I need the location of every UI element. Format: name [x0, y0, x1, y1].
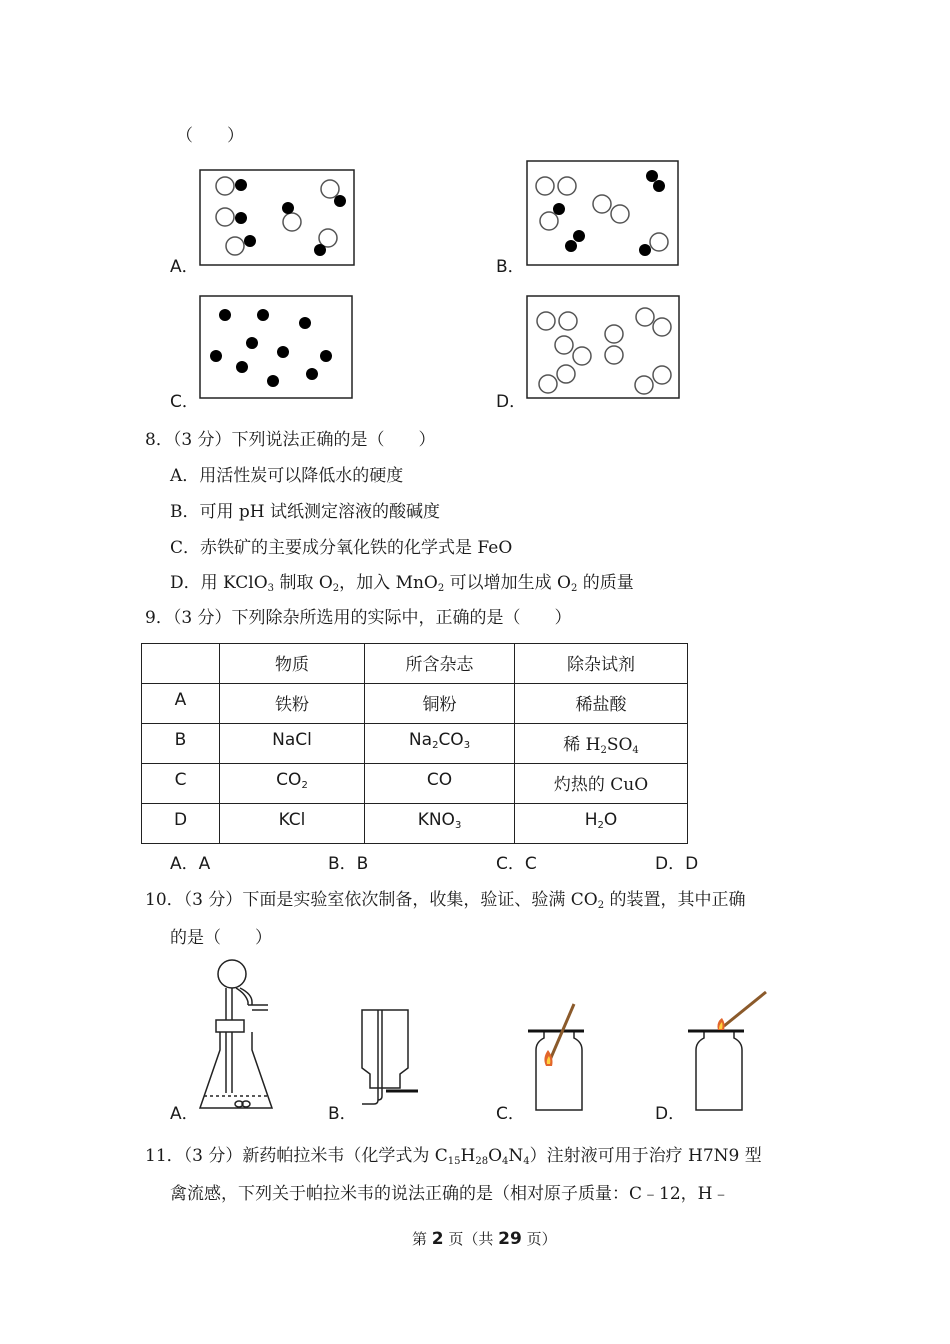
table-header-cell: 除杂试剂 [515, 644, 688, 684]
formula-sub: 3 [463, 740, 471, 751]
table-cell [365, 724, 515, 764]
formula-sub: 3 [454, 820, 462, 831]
q8-d-sub-2: 2 [332, 583, 340, 594]
q7-option-a-diagram [199, 169, 359, 269]
formula-sub: 2 [597, 820, 604, 831]
table-cell [220, 764, 365, 804]
footer-text: 页） [521, 1230, 557, 1248]
q10-stem-text: 10．（3 分）下面是实验室依次制备，收集，验证、验满 CO [145, 890, 598, 910]
q10-option-b-label[interactable]: B． [328, 1104, 357, 1124]
formula-part: 稀 H [563, 735, 601, 755]
footer-text: 第 [412, 1230, 432, 1248]
q10-option-b-apparatus-icon [356, 1008, 426, 1118]
table-row [142, 764, 688, 804]
q10-option-c-apparatus-icon [524, 1000, 604, 1115]
q11-sub: 4 [502, 1156, 509, 1167]
q8-d-text-4: 可以增加生成 O [444, 573, 571, 593]
q11-stem-text: O [488, 1146, 502, 1166]
table-header-cell: 所含杂志 [365, 644, 515, 684]
q7-answer-paren: （ ） [176, 126, 244, 146]
table-row [142, 804, 688, 844]
q11-sub: 28 [475, 1156, 489, 1167]
page-number: 2 [431, 1229, 444, 1249]
q7-option-a-label[interactable]: A． [170, 257, 199, 277]
table-cell: 灼热的 CuO [515, 764, 688, 804]
table-cell [515, 724, 688, 764]
q11-stem-text: 11．（3 分）新药帕拉米韦（化学式为 C [145, 1146, 448, 1166]
table-cell [515, 804, 688, 844]
q10-stem [145, 889, 745, 911]
table-cell-label: B [142, 724, 220, 764]
table-cell-label: D [142, 804, 220, 844]
formula-part: CO [276, 770, 302, 790]
q9-choice-b[interactable]: B．B [328, 854, 369, 874]
q9-choice-d[interactable]: D．D [655, 854, 699, 874]
q7-option-d-label[interactable]: D． [496, 392, 527, 412]
formula-part: Na [408, 730, 433, 750]
formula-sub: 4 [632, 745, 639, 756]
q10-option-a-label[interactable]: A． [170, 1104, 199, 1124]
q11-sub: 4 [523, 1156, 530, 1167]
table-cell: CO [365, 764, 515, 804]
formula-part: KNO [417, 810, 455, 830]
q11-stem [145, 1145, 762, 1167]
q8-d-text-2: 制取 O [274, 573, 333, 593]
formula-sub: 2 [301, 780, 308, 791]
q8-option-c[interactable]: C．赤铁矿的主要成分氧化铁的化学式是 FeO [170, 538, 513, 558]
q8-d-text-3: ，加入 MnO [339, 573, 438, 593]
q10-stem-line2: 的是（ ） [170, 928, 272, 948]
table-cell-label: C [142, 764, 220, 804]
q8-option-a[interactable]: A．用活性炭可以降低水的硬度 [170, 466, 404, 486]
table-cell: 稀盐酸 [515, 684, 688, 724]
q11-stem-text: H [460, 1146, 476, 1166]
table-header-cell [142, 644, 220, 684]
q8-option-d[interactable] [170, 572, 634, 594]
table-cell [365, 804, 515, 844]
q11-sub: 15 [447, 1156, 461, 1167]
formula-part: CO [438, 730, 464, 750]
table-cell: NaCl [220, 724, 365, 764]
formula-sub: 2 [600, 745, 607, 756]
formula-part: SO [606, 735, 633, 755]
page-footer [412, 1228, 557, 1250]
footer-text: 页（共 [443, 1230, 499, 1248]
q9-table [141, 643, 688, 844]
q11-stem-text: N [508, 1146, 524, 1166]
page-total: 29 [498, 1229, 522, 1249]
q10-stem-sub: 2 [597, 900, 605, 911]
q9-choice-a[interactable]: A．A [170, 854, 211, 874]
q8-d-sub-4: 2 [571, 583, 578, 594]
q10-option-c-label[interactable]: C． [496, 1104, 525, 1124]
table-header-row [142, 644, 688, 684]
table-cell-label: A [142, 684, 220, 724]
q10-option-a-apparatus-icon [196, 958, 306, 1118]
q8-d-sub-3: 2 [437, 583, 445, 594]
q8-d-text-1: D．用 KClO [170, 573, 268, 593]
q11-stem-text: ）注射液可用于治疗 H7N9 型 [529, 1146, 762, 1166]
table-row [142, 724, 688, 764]
formula-part: O [603, 810, 618, 830]
formula-sub: 2 [432, 740, 439, 751]
q10-option-d-apparatus-icon [684, 990, 784, 1115]
q9-choice-c[interactable]: C．C [496, 854, 537, 874]
q8-stem: 8．（3 分）下列说法正确的是（ ） [145, 430, 436, 450]
table-header-cell: 物质 [220, 644, 365, 684]
q10-stem-text-2: 的装置，其中正确 [604, 890, 746, 910]
table-cell: 铁粉 [220, 684, 365, 724]
q10-option-d-label[interactable]: D． [655, 1104, 686, 1124]
q8-d-sub-1: 3 [267, 583, 275, 594]
q7-option-b-label[interactable]: B． [496, 257, 525, 277]
q8-d-text-5: 的质量 [577, 573, 634, 593]
q7-option-d-diagram [526, 295, 686, 405]
q7-option-c-diagram [199, 295, 359, 405]
formula-part: H [584, 810, 598, 830]
table-cell: KCl [220, 804, 365, 844]
q9-stem: 9．（3 分）下列除杂所选用的实际中，正确的是（ ） [145, 608, 572, 628]
table-cell: 铜粉 [365, 684, 515, 724]
table-row [142, 684, 688, 724]
q7-option-c-label[interactable]: C． [170, 392, 199, 412]
q11-stem-line2: 禽流感，下列关于帕拉米韦的说法正确的是（相对原子质量：C﹣12，H﹣ [170, 1184, 730, 1204]
q7-option-b-diagram [526, 160, 686, 270]
q8-option-b[interactable]: B．可用 pH 试纸测定溶液的酸碱度 [170, 502, 441, 522]
